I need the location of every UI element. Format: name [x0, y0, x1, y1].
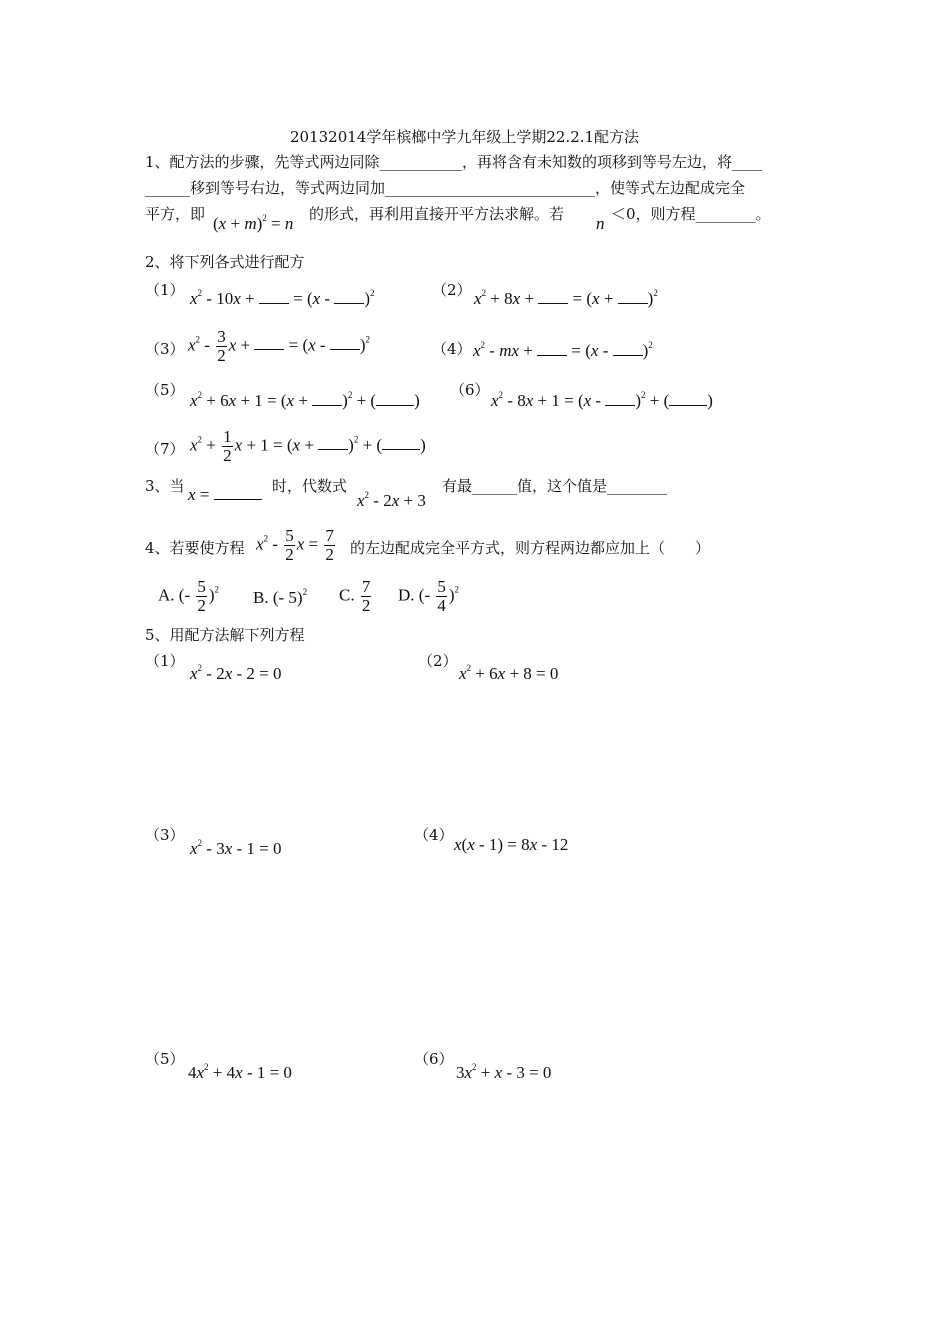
q2-item6-expr: $x^2 - 8x + 1 = (x - )^2$ + ( ) — [491, 390, 713, 410]
q4-option-d: D. (- $\frac{5}{4}$ )$^2$ — [398, 577, 460, 615]
q1-line3-mid: 的形式，再利用直接开平方法求解。若 — [309, 205, 565, 223]
q2-item5-label: （5） — [145, 381, 185, 399]
q5-item4-eq: x(x - 1) = 8x - 12 — [454, 835, 569, 854]
q1-line1: 1、配方法的步骤，先等式两边同除___________，再将含有未知数的项移到等号左边，将____ — [145, 153, 763, 171]
q3-text-b: 时，代数式 — [272, 477, 348, 495]
q5-item3-label: （3） — [145, 826, 185, 844]
q4-option-c: C. $\frac{7}{2}$ — [339, 577, 371, 615]
q3-text-a: 3、当 — [145, 477, 185, 495]
q2-item1-label: （1） — [145, 281, 185, 299]
q2-item4-label: （4） — [432, 340, 472, 358]
q3-x-blank: x = — [188, 484, 262, 505]
q2-item6-label: （6） — [450, 381, 490, 399]
q1-formula: $(x + m)^2 = n$ — [213, 213, 294, 233]
q5-item1-label: （1） — [145, 652, 185, 670]
q2-item2-expr: $x^2 + 8x$ + = $(x + )^2$ — [474, 288, 658, 308]
q4-option-a: A. (- $\frac{5}{2}$ )$^2$ — [158, 577, 220, 615]
q2-item3-label: （3） — [145, 340, 185, 358]
q5-item5-label: （5） — [145, 1050, 185, 1068]
q2-item2-label: （2） — [432, 281, 472, 299]
q2-item7-expr: $x^2$ + $\frac{1}{2}$ $x + 1 = (x + )^2$ + ( ) — [190, 427, 426, 465]
q5-item2-label: （2） — [418, 652, 458, 670]
page-title: 20132014学年槟榔中学九年级上学期22.2.1配方法 — [290, 128, 640, 146]
q5-item3-eq: $x^2 - 3x - 1 = 0$ — [190, 838, 282, 858]
q2-heading: 2、将下列各式进行配方 — [145, 253, 305, 271]
q4-text-a: 4、若要使方程 — [145, 539, 245, 557]
q5-item6-label: （6） — [414, 1050, 454, 1068]
q5-item4-label: （4） — [414, 826, 454, 844]
q5-item1-eq: $x^2 - 2x - 2 = 0$ — [190, 663, 282, 683]
q3-expression: $x^2 - 2x + 3$ — [357, 490, 426, 510]
q5-heading: 5、用配方法解下列方程 — [145, 626, 305, 644]
q1-line3-end: ＜0，则方程________。 — [611, 205, 771, 223]
q4-equation: $x^2$ - $\frac{5}{2}$ x = $\frac{7}{2}$ — [256, 526, 334, 564]
q4-option-b: B. (- 5)$^2$ — [253, 587, 308, 607]
q2-item3-expr: $x^2$ - $\frac{3}{2}$ x + = (x - )$^2$ — [188, 327, 370, 365]
q2-item7-label: （7） — [145, 440, 185, 458]
q2-item5-expr: $x^2 + 6x + 1 = (x + )^2$ + ( ) — [190, 390, 420, 410]
q5-item2-eq: $x^2 + 6x + 8 = 0$ — [459, 663, 559, 683]
q5-item6-eq: $3x^2 + x - 3 = 0$ — [456, 1062, 552, 1082]
q1-line3-start: 平方，即 — [145, 205, 206, 223]
q3-text-c: 有最______值，这个值是________ — [442, 477, 668, 495]
q1-line2: ______移到等号右边，等式两边同加____________________________，使等式左边配成完全 — [145, 179, 746, 197]
q5-item5-eq: $4x^2 + 4x - 1 = 0$ — [188, 1062, 292, 1082]
q1-n-symbol: n — [596, 214, 605, 233]
q2-item1-expr: $x^2 - 10x$ + = (x - )$^2$ — [190, 288, 375, 308]
q4-text-b: 的左边配成完全平方式，则方程两边都应加上（ ） — [350, 539, 711, 557]
q2-item4-expr: $x^2$ - mx + = (x - )$^2$ — [473, 340, 653, 360]
